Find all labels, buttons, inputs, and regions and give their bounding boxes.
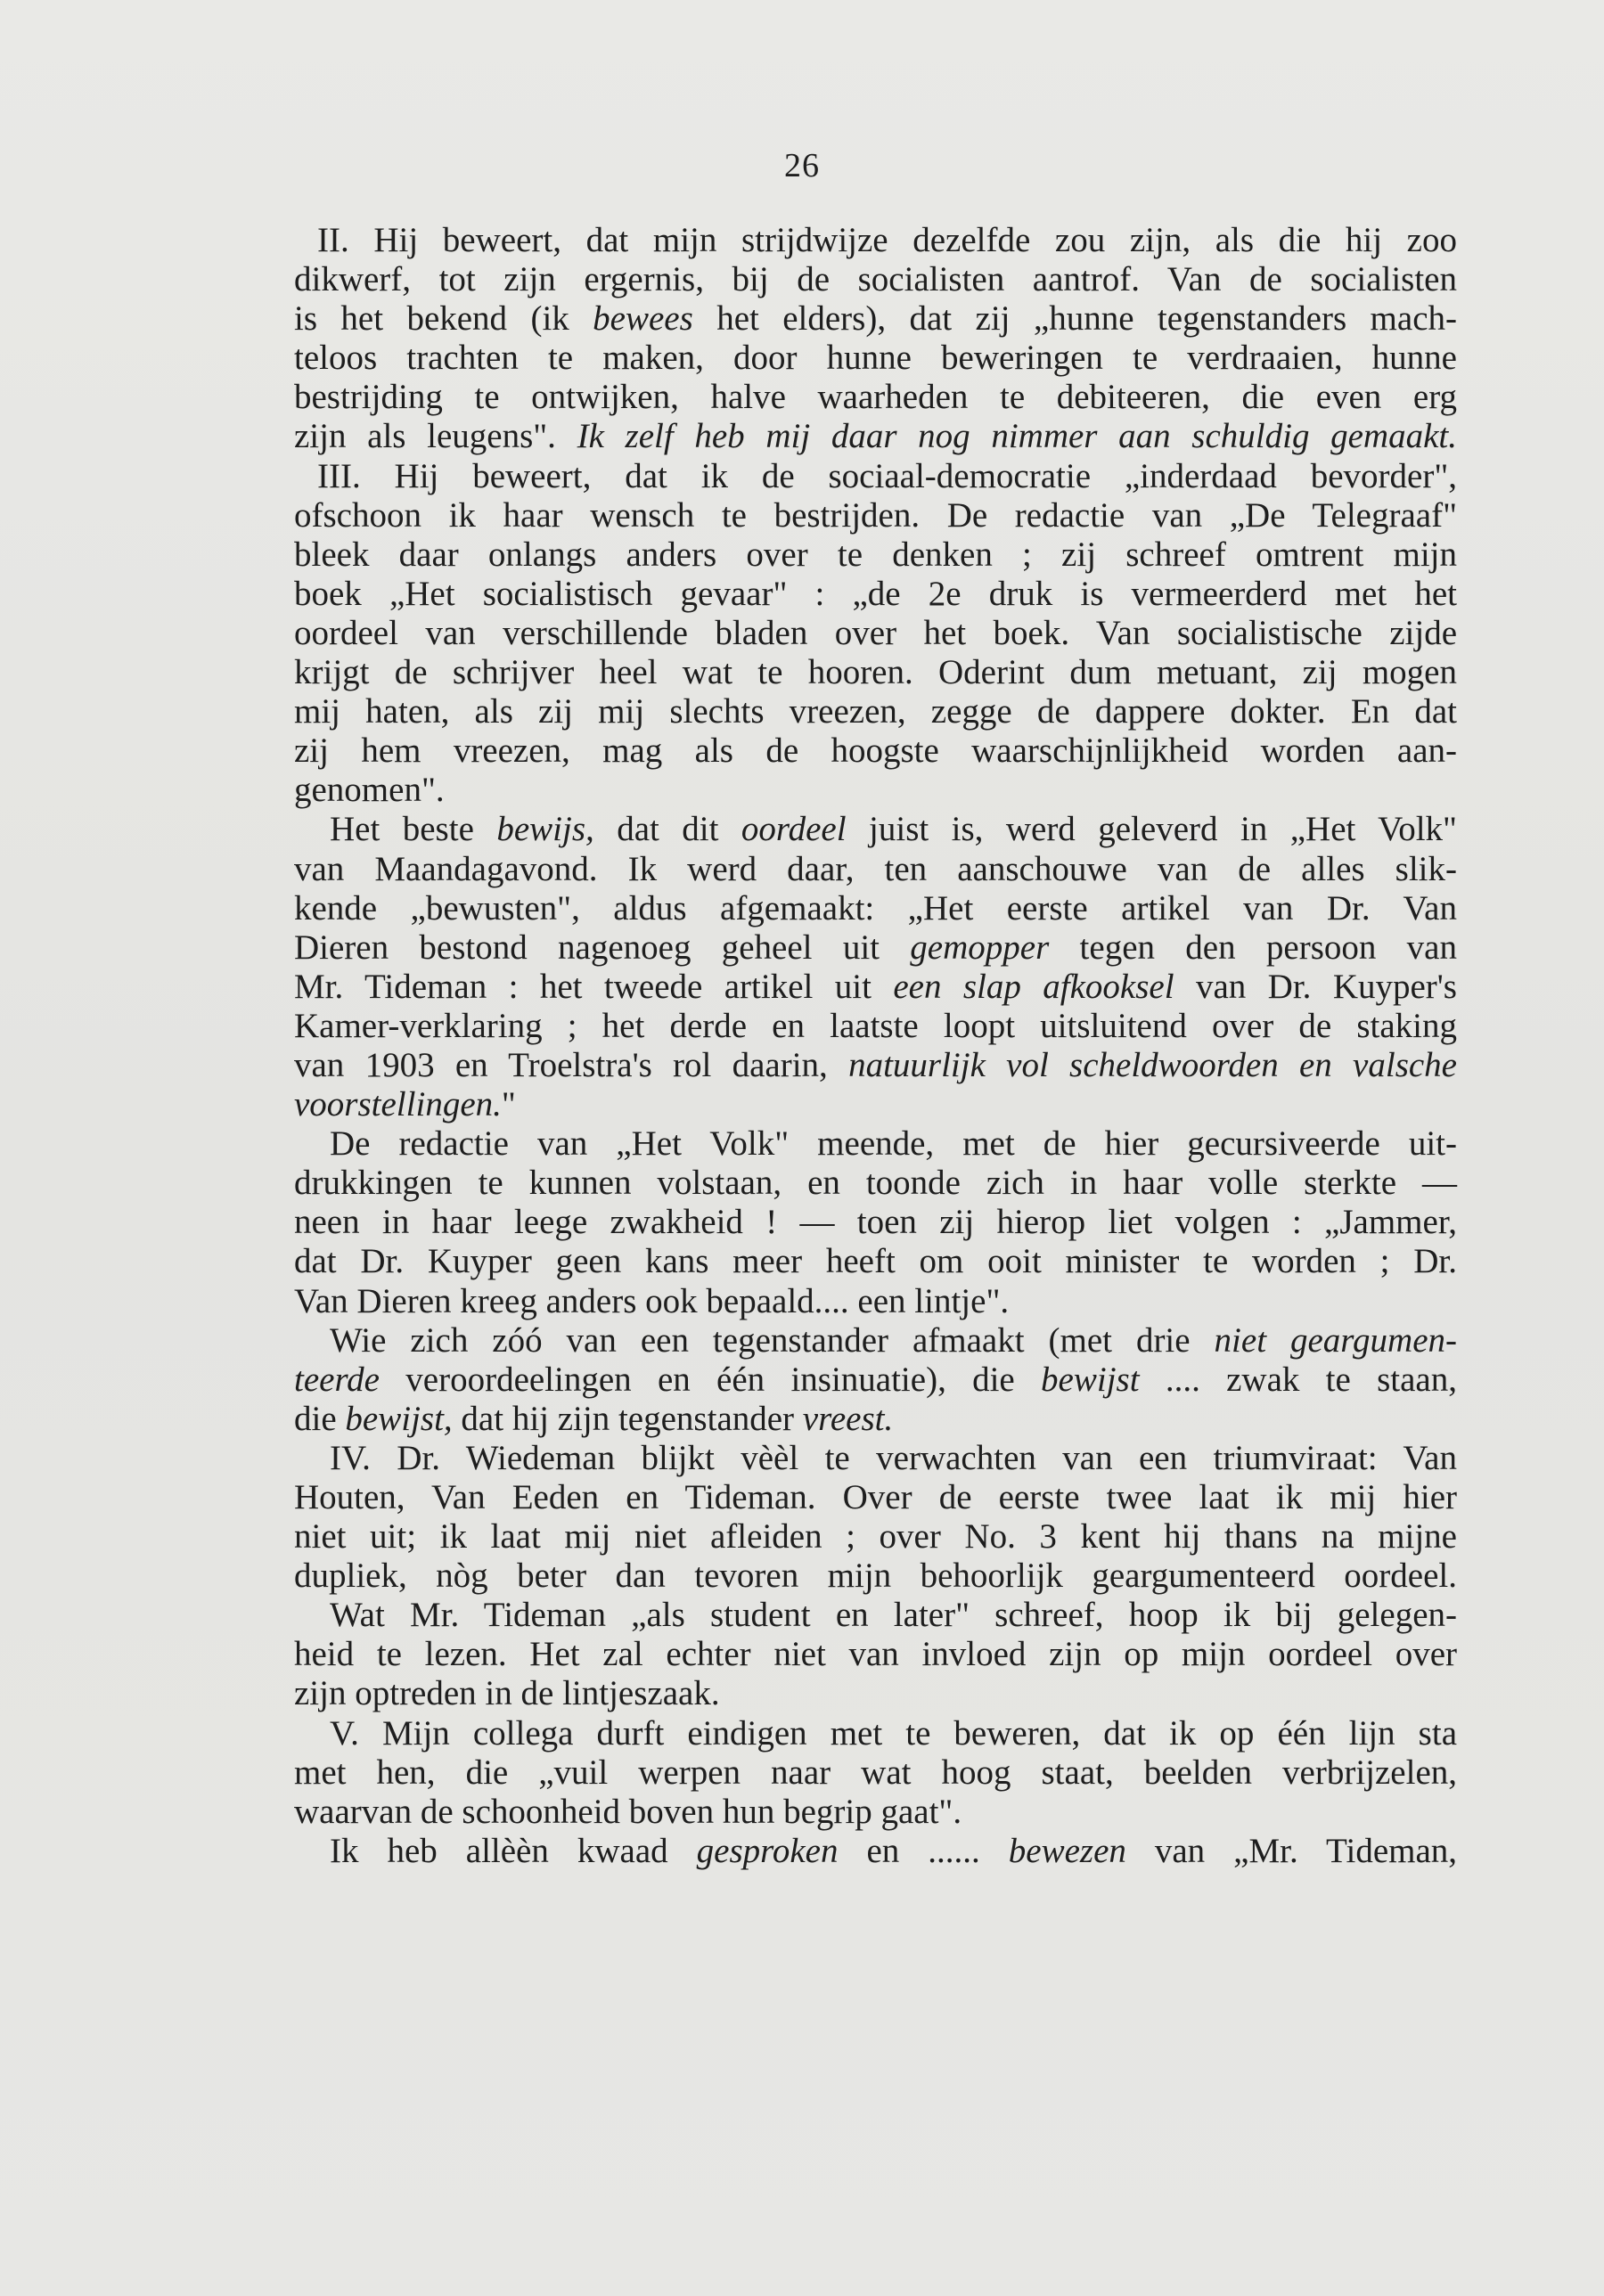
text-segment: Ik heb allèèn kwaad bbox=[330, 1831, 697, 1870]
text-line bbox=[294, 1674, 1457, 1713]
text-segment: Van Dieren kreeg anders ook bepaald.... een lintje". bbox=[294, 1281, 1010, 1320]
text-segment: IV. Dr. Wiedeman blijkt vèèl te verwachten van een triumviraat: Van bbox=[330, 1438, 1457, 1477]
text-line bbox=[294, 1439, 1457, 1478]
body-text bbox=[294, 221, 1457, 1871]
italic-text: bewijst, bbox=[345, 1399, 453, 1438]
italic-text: gesproken bbox=[696, 1831, 839, 1870]
italic-text: bewees bbox=[593, 299, 693, 339]
text-line bbox=[294, 339, 1457, 378]
text-line bbox=[294, 1360, 1457, 1400]
text-segment: Dieren bestond nagenoeg geheel uit bbox=[294, 927, 911, 967]
text-line bbox=[294, 771, 1457, 810]
page-number: 26 bbox=[784, 147, 820, 184]
text-segment: zijn als leugens". bbox=[294, 417, 577, 456]
italic-text: gemopper bbox=[910, 927, 1050, 967]
text-segment: kende „bewusten", aldus afgemaakt: „Het eerste artikel van Dr. Van bbox=[294, 888, 1457, 927]
text-segment: boek „Het socialistisch gevaar" : „de 2e druk is vermeerderd met het bbox=[294, 574, 1457, 613]
text-segment: dat hij zijn tegenstander bbox=[452, 1399, 803, 1438]
text-line bbox=[294, 731, 1457, 771]
text-line bbox=[294, 378, 1457, 417]
text-line bbox=[294, 457, 1457, 496]
text-segment: drukkingen te kunnen volstaan, en toonde zich in haar volle sterkte — bbox=[294, 1164, 1457, 1203]
italic-text: bewijst bbox=[1041, 1360, 1140, 1399]
text-segment: juist is, werd geleverd in „Het Volk" bbox=[846, 810, 1457, 849]
italic-text: bewijs, bbox=[496, 810, 594, 849]
text-line bbox=[294, 1164, 1457, 1203]
italic-text: vreest. bbox=[802, 1399, 894, 1438]
text-segment: teloos trachten te maken, door hunne beweringen te verdraaien, hunne bbox=[294, 339, 1457, 378]
text-line bbox=[294, 260, 1457, 299]
text-line bbox=[294, 1321, 1457, 1360]
text-segment: Wat Mr. Tideman „als student en later" schreef, hoop ik bij gelegen- bbox=[330, 1596, 1457, 1635]
text-segment: heid te lezen. Het zal echter niet van invloed zijn op mijn oordeel over bbox=[294, 1635, 1457, 1674]
text-line bbox=[294, 299, 1457, 339]
italic-text: een slap afkooksel bbox=[893, 967, 1174, 1006]
text-segment: mij haten, als zij mij slechts vreezen, zegge de dappere dokter. En dat bbox=[294, 692, 1457, 731]
text-segment: .... zwak te staan, bbox=[1139, 1360, 1457, 1399]
text-segment: is het bekend (ik bbox=[294, 299, 593, 339]
text-segment: dikwerf, tot zijn ergernis, bij de socialisten aantrof. Van de socialisten bbox=[294, 260, 1457, 299]
text-segment: dat dit bbox=[593, 810, 741, 849]
text-segment: tegen den persoon van bbox=[1049, 927, 1457, 967]
text-segment: Wie zich zóó van een tegenstander afmaakt (met drie bbox=[330, 1320, 1215, 1360]
text-line bbox=[294, 496, 1457, 535]
italic-text: niet geargumen- bbox=[1214, 1320, 1457, 1360]
text-segment: genomen". bbox=[294, 771, 445, 810]
text-segment: het elders), dat zij „hunne tegenstanders mach- bbox=[692, 299, 1457, 339]
italic-text: Ik zelf heb mij daar nog nimmer aan schuldig gemaakt. bbox=[577, 417, 1457, 456]
text-line bbox=[294, 1007, 1457, 1046]
text-segment: " bbox=[501, 1085, 516, 1124]
text-segment: zijn optreden in de lintjeszaak. bbox=[294, 1674, 720, 1713]
text-line bbox=[294, 1557, 1457, 1596]
italic-text: teerde bbox=[294, 1360, 380, 1399]
text-segment: niet uit; ik laat mij niet afleiden ; over No. 3 kent hij thans na mijne bbox=[294, 1517, 1457, 1557]
text-line bbox=[294, 928, 1457, 968]
text-segment: bleek daar onlangs anders over te denken ; zij schreef omtrent mijn bbox=[294, 535, 1457, 574]
text-segment: van „Mr. Tideman, bbox=[1125, 1831, 1458, 1870]
text-line bbox=[294, 417, 1457, 456]
text-line bbox=[294, 1714, 1457, 1753]
text-segment: bestrijding te ontwijken, halve waarheden te debiteeren, die even erg bbox=[294, 378, 1457, 417]
text-line bbox=[294, 535, 1457, 575]
text-line bbox=[294, 1478, 1457, 1517]
italic-text: natuurlijk vol scheldwoorden en valsche bbox=[848, 1045, 1457, 1084]
text-segment: ofschoon ik haar wensch te bestrijden. De redactie van „De Telegraaf" bbox=[294, 495, 1457, 535]
text-segment: III. Hij beweert, dat ik de sociaal-democratie „inderdaad bevorder", bbox=[317, 456, 1457, 495]
text-line bbox=[294, 1282, 1457, 1321]
text-line bbox=[294, 1596, 1457, 1635]
text-segment: dat Dr. Kuyper geen kans meer heeft om ooit minister te worden ; Dr. bbox=[294, 1242, 1457, 1281]
text-line bbox=[294, 1242, 1457, 1281]
text-segment: met hen, die „vuil werpen naar wat hoog staat, beelden verbrijzelen, bbox=[294, 1753, 1457, 1792]
text-segment: De redactie van „Het Volk" meende, met de hier gecursiveerde uit- bbox=[330, 1124, 1457, 1164]
text-segment: veroordeelingen en één insinuatie), die bbox=[380, 1360, 1042, 1399]
text-line bbox=[294, 1085, 1457, 1124]
italic-text: voorstellingen. bbox=[294, 1085, 502, 1124]
text-line bbox=[294, 968, 1457, 1007]
text-line bbox=[294, 221, 1457, 260]
text-segment: Mr. Tideman : het tweede artikel uit bbox=[294, 967, 894, 1006]
text-line bbox=[294, 1400, 1457, 1439]
text-segment: Kamer-verklaring ; het derde en laatste loopt uitsluitend over de staking bbox=[294, 1006, 1457, 1045]
text-segment: van Maandagavond. Ik werd daar, ten aanschouwe van de alles slik- bbox=[294, 849, 1457, 888]
text-segment: neen in haar leege zwakheid ! — toen zij hierop liet volgen : „Jammer, bbox=[294, 1203, 1457, 1242]
text-segment: Het beste bbox=[330, 810, 497, 849]
text-segment: van 1903 en Troelstra's rol daarin, bbox=[294, 1045, 849, 1084]
text-segment: waarvan de schoonheid boven hun begrip gaat". bbox=[294, 1792, 962, 1831]
text-line bbox=[294, 614, 1457, 653]
text-segment: zij hem vreezen, mag als de hoogste waarschijnlijkheid worden aan- bbox=[294, 731, 1457, 771]
text-segment: en ...... bbox=[838, 1831, 1009, 1870]
text-line bbox=[294, 1046, 1457, 1085]
text-line bbox=[294, 1517, 1457, 1557]
text-line bbox=[294, 889, 1457, 928]
text-segment: krijgt de schrijver heel wat te hooren. Oderint dum metuant, zij mogen bbox=[294, 653, 1457, 692]
italic-text: bewezen bbox=[1008, 1831, 1126, 1870]
text-line bbox=[294, 1635, 1457, 1674]
text-line bbox=[294, 692, 1457, 731]
text-line bbox=[294, 1753, 1457, 1793]
text-segment: van Dr. Kuyper's bbox=[1174, 967, 1457, 1006]
text-line bbox=[294, 1793, 1457, 1832]
text-segment: oordeel van verschillende bladen over het boek. Van socialistische zijde bbox=[294, 613, 1457, 652]
text-line bbox=[294, 810, 1457, 849]
text-line bbox=[294, 575, 1457, 614]
text-line bbox=[294, 850, 1457, 889]
text-line bbox=[294, 1832, 1457, 1871]
text-segment: V. Mijn collega durft eindigen met te beweren, dat ik op één lijn sta bbox=[330, 1713, 1457, 1753]
text-line bbox=[294, 653, 1457, 692]
text-segment: Houten, Van Eeden en Tideman. Over de eerste twee laat ik mij hier bbox=[294, 1478, 1457, 1516]
text-line bbox=[294, 1203, 1457, 1242]
text-line bbox=[294, 1124, 1457, 1164]
text-segment: die bbox=[294, 1399, 346, 1438]
italic-text: oordeel bbox=[741, 810, 847, 849]
text-segment: II. Hij beweert, dat mijn strijdwijze dezelfde zou zijn, als die hij zoo bbox=[317, 221, 1457, 259]
text-segment: dupliek, nòg beter dan tevoren mijn behoorlijk geargumenteerd oordeel. bbox=[294, 1557, 1457, 1596]
